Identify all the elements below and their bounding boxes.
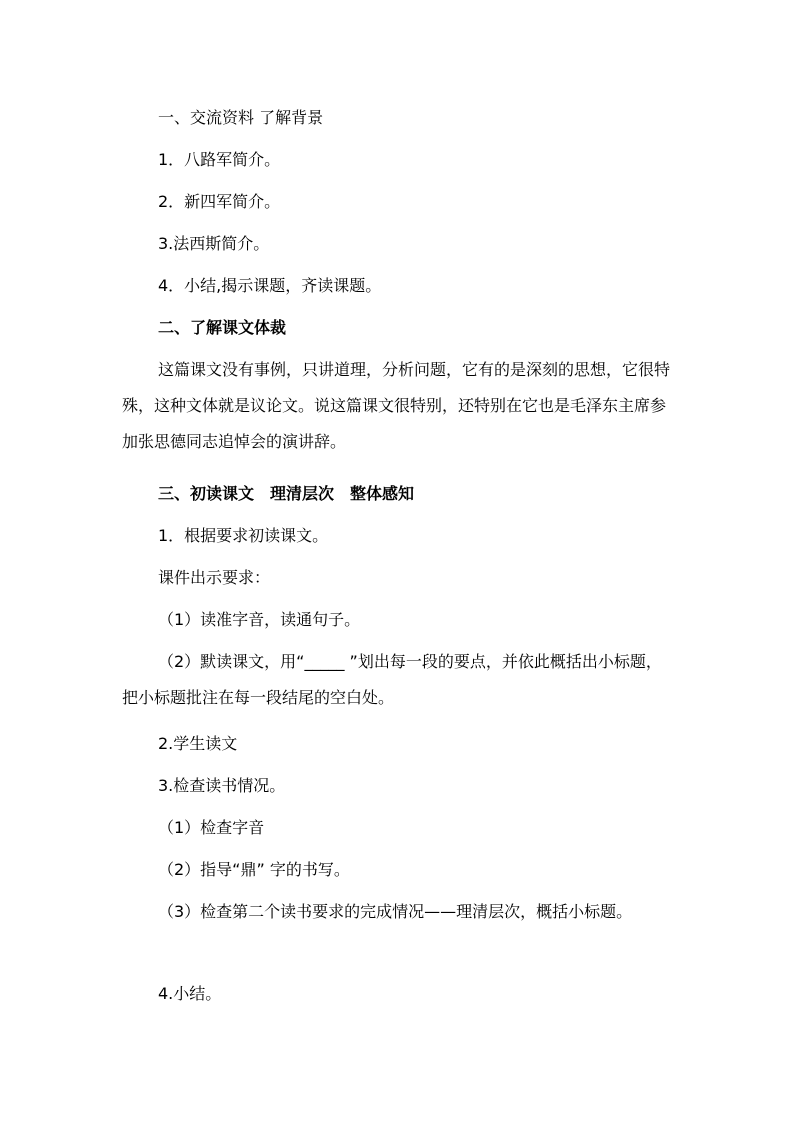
section-2-paragraph: 这篇课文没有事例，只讲道理，分析问题，它有的是深刻的思想，它很特殊，这种文体就是议论文。说这篇课文很特别，还特别在它也是毛泽东主席参加张思德同志追悼会的演讲辞。	[122, 360, 671, 451]
section-1-item-4: 4．小结,揭示课题，齐读课题。	[158, 276, 382, 295]
section-2-heading: 二、了解课文体裁	[158, 318, 287, 337]
section-3-item-8: （2）指导“鼎” 字的书写。	[158, 860, 350, 879]
section-3-heading: 三、初读课文 理清层次 整体感知	[158, 484, 415, 503]
section-3-item-3: （1）读准字音，读通句子。	[158, 610, 361, 629]
section-3-item-5: 2.学生读文	[158, 734, 238, 753]
section-3-item-7: （1）检查字音	[158, 818, 265, 837]
section-3-item-4: （2）默读课文，用“_____ ”划出每一段的要点，并依此概括出小标题，把小标题批注在每一段结尾的空白处。	[122, 652, 662, 707]
section-1-item-2: 2．新四军简介。	[158, 192, 281, 211]
section-3-item-1: 1．根据要求初读课文。	[158, 526, 329, 545]
section-3-item-9: （3）检查第二个读书要求的完成情况——理清层次，概括小标题。	[158, 902, 633, 921]
section-1-heading: 一、交流资料 了解背景	[158, 108, 324, 127]
section-3-item-2: 课件出示要求：	[158, 568, 271, 587]
section-3-item-10: 4.小结。	[158, 984, 222, 1003]
section-1-item-1: 1．八路军简介。	[158, 150, 281, 169]
section-1-item-3: 3.法西斯简介。	[158, 234, 270, 253]
section-3-item-6: 3.检查读书情况。	[158, 776, 286, 795]
